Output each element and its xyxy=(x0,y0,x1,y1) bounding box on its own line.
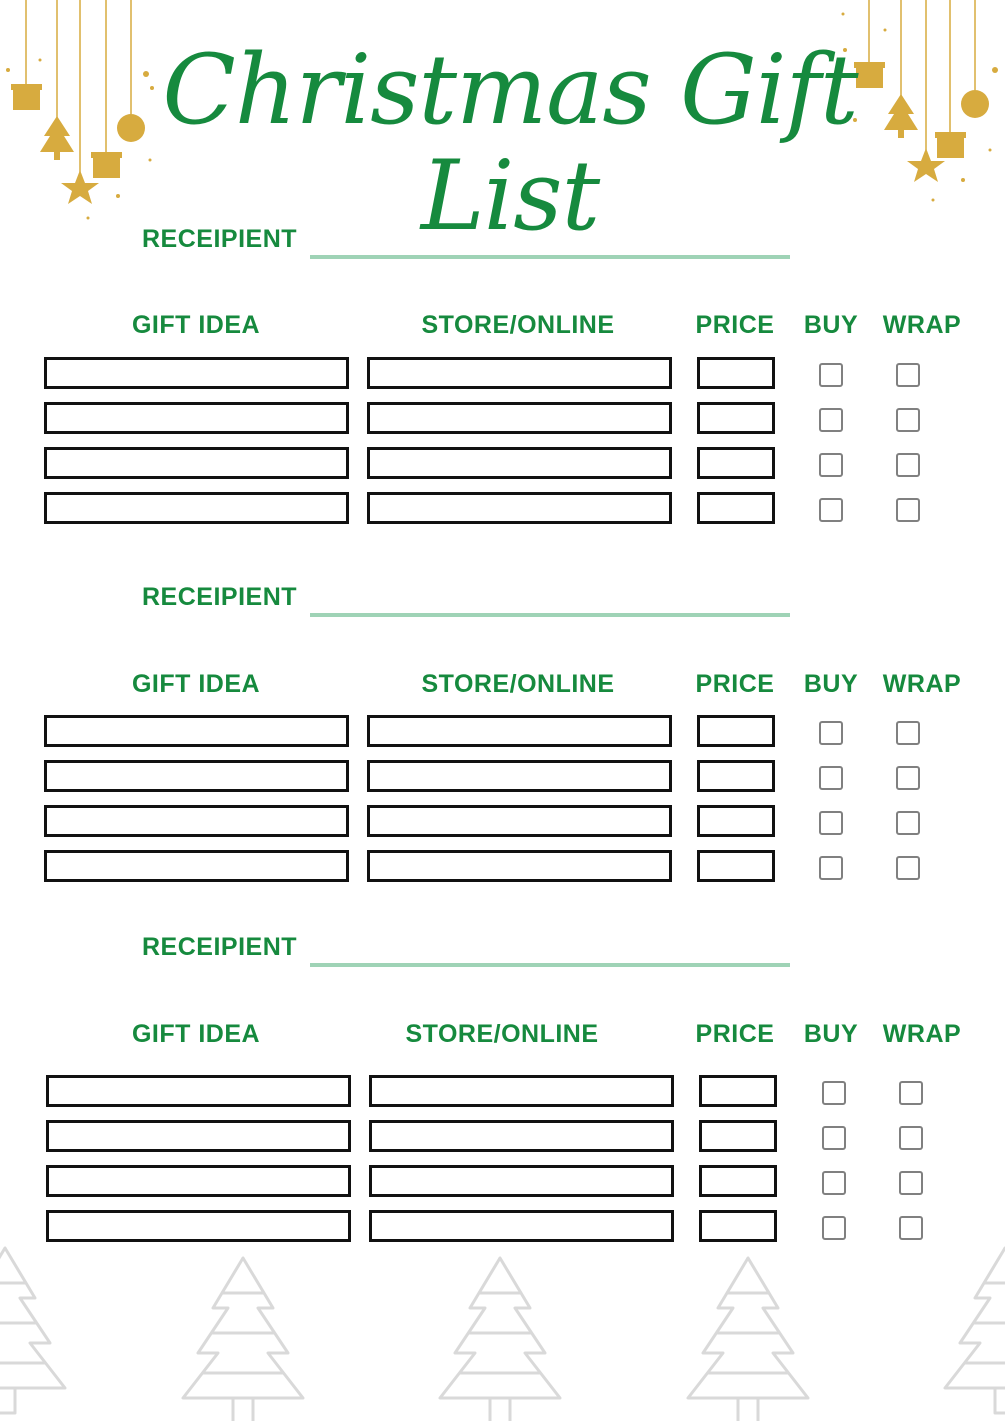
buy-checkbox[interactable] xyxy=(819,721,843,745)
price-input[interactable] xyxy=(697,760,775,792)
wrap-checkbox[interactable] xyxy=(899,1126,923,1150)
column-header-wrap: WRAP xyxy=(882,670,962,698)
column-header-price: PRICE xyxy=(695,311,775,339)
table-row xyxy=(0,357,1005,395)
gift-idea-input[interactable] xyxy=(46,1165,351,1197)
buy-checkbox[interactable] xyxy=(822,1081,846,1105)
wrap-checkbox[interactable] xyxy=(896,721,920,745)
recipient-field-1[interactable] xyxy=(142,225,792,265)
store-online-input[interactable] xyxy=(367,492,672,524)
gift-idea-input[interactable] xyxy=(44,492,349,524)
price-input[interactable] xyxy=(697,492,775,524)
buy-checkbox[interactable] xyxy=(819,453,843,477)
recipient-field-2[interactable] xyxy=(142,583,792,623)
buy-checkbox[interactable] xyxy=(819,856,843,880)
gift-icon xyxy=(91,152,122,178)
gift-idea-input[interactable] xyxy=(44,447,349,479)
wrap-checkbox[interactable] xyxy=(896,408,920,432)
gift-section-3 xyxy=(0,1020,1005,1250)
buy-checkbox[interactable] xyxy=(822,1126,846,1150)
column-header-store-online: STORE/ONLINE xyxy=(421,311,615,339)
column-header-buy: BUY xyxy=(803,670,859,698)
store-online-input[interactable] xyxy=(367,850,672,882)
gift-idea-input[interactable] xyxy=(46,1075,351,1107)
gift-idea-input[interactable] xyxy=(44,402,349,434)
buy-checkbox[interactable] xyxy=(822,1171,846,1195)
recipient-line[interactable] xyxy=(310,255,790,259)
table-row xyxy=(0,1165,1005,1203)
column-header-gift-idea: GIFT IDEA xyxy=(131,1020,261,1048)
store-online-input[interactable] xyxy=(367,357,672,389)
column-header-buy: BUY xyxy=(803,311,859,339)
table-row xyxy=(0,492,1005,530)
table-row xyxy=(0,805,1005,843)
recipient-label: RECEIPIENT xyxy=(142,933,298,961)
table-row xyxy=(0,1075,1005,1113)
recipient-line[interactable] xyxy=(310,963,790,967)
table-row xyxy=(0,447,1005,485)
christmas-tree-outline-icon xyxy=(183,1258,303,1421)
price-input[interactable] xyxy=(699,1165,777,1197)
gift-idea-input[interactable] xyxy=(44,850,349,882)
store-online-input[interactable] xyxy=(367,805,672,837)
wrap-checkbox[interactable] xyxy=(896,766,920,790)
column-header-wrap: WRAP xyxy=(882,1020,962,1048)
christmas-tree-icon xyxy=(40,116,74,160)
wrap-checkbox[interactable] xyxy=(899,1081,923,1105)
price-input[interactable] xyxy=(699,1120,777,1152)
column-header-gift-idea: GIFT IDEA xyxy=(131,670,261,698)
column-header-store-online: STORE/ONLINE xyxy=(405,1020,599,1048)
wrap-checkbox[interactable] xyxy=(896,856,920,880)
gift-icon xyxy=(935,132,966,158)
gift-idea-input[interactable] xyxy=(44,760,349,792)
decorations-bottom-trees xyxy=(0,1228,1005,1421)
buy-checkbox[interactable] xyxy=(819,498,843,522)
price-input[interactable] xyxy=(697,447,775,479)
gift-idea-input[interactable] xyxy=(44,805,349,837)
store-online-input[interactable] xyxy=(367,715,672,747)
wrap-checkbox[interactable] xyxy=(896,811,920,835)
column-header-wrap: WRAP xyxy=(882,311,962,339)
gift-idea-input[interactable] xyxy=(44,715,349,747)
recipient-field-3[interactable] xyxy=(142,933,792,973)
price-input[interactable] xyxy=(697,402,775,434)
column-header-price: PRICE xyxy=(695,670,775,698)
price-input[interactable] xyxy=(699,1075,777,1107)
ornament-ball-icon xyxy=(117,114,145,142)
price-input[interactable] xyxy=(697,850,775,882)
christmas-tree-outline-icon xyxy=(945,1248,1005,1413)
christmas-tree-outline-icon xyxy=(440,1258,560,1421)
gift-icon xyxy=(11,84,42,110)
page-title: Christmas Gift List xyxy=(162,34,858,252)
wrap-checkbox[interactable] xyxy=(899,1171,923,1195)
wrap-checkbox[interactable] xyxy=(896,453,920,477)
table-row xyxy=(0,850,1005,888)
store-online-input[interactable] xyxy=(367,402,672,434)
table-row xyxy=(0,402,1005,440)
table-row xyxy=(0,715,1005,753)
recipient-label: RECEIPIENT xyxy=(142,583,298,611)
column-header-store-online: STORE/ONLINE xyxy=(421,670,615,698)
gift-section-2 xyxy=(0,670,1005,900)
buy-checkbox[interactable] xyxy=(819,811,843,835)
price-input[interactable] xyxy=(697,805,775,837)
store-online-input[interactable] xyxy=(369,1165,674,1197)
christmas-tree-icon xyxy=(884,94,918,138)
store-online-input[interactable] xyxy=(369,1075,674,1107)
buy-checkbox[interactable] xyxy=(819,363,843,387)
store-online-input[interactable] xyxy=(367,447,672,479)
buy-checkbox[interactable] xyxy=(819,408,843,432)
recipient-line[interactable] xyxy=(310,613,790,617)
wrap-checkbox[interactable] xyxy=(896,363,920,387)
wrap-checkbox[interactable] xyxy=(896,498,920,522)
store-online-input[interactable] xyxy=(367,760,672,792)
christmas-tree-outline-icon xyxy=(688,1258,808,1421)
recipient-label: RECEIPIENT xyxy=(142,225,298,253)
column-header-gift-idea: GIFT IDEA xyxy=(131,311,261,339)
column-header-buy: BUY xyxy=(803,1020,859,1048)
buy-checkbox[interactable] xyxy=(819,766,843,790)
store-online-input[interactable] xyxy=(369,1120,674,1152)
table-row xyxy=(0,1120,1005,1158)
gift-idea-input[interactable] xyxy=(46,1120,351,1152)
ornament-ball-icon xyxy=(961,90,989,118)
table-row xyxy=(0,760,1005,798)
christmas-tree-outline-icon xyxy=(0,1248,65,1413)
gift-idea-input[interactable] xyxy=(44,357,349,389)
decorations-top-left xyxy=(0,0,170,220)
price-input[interactable] xyxy=(697,357,775,389)
gift-section-1 xyxy=(0,311,1005,541)
price-input[interactable] xyxy=(697,715,775,747)
column-header-price: PRICE xyxy=(695,1020,775,1048)
